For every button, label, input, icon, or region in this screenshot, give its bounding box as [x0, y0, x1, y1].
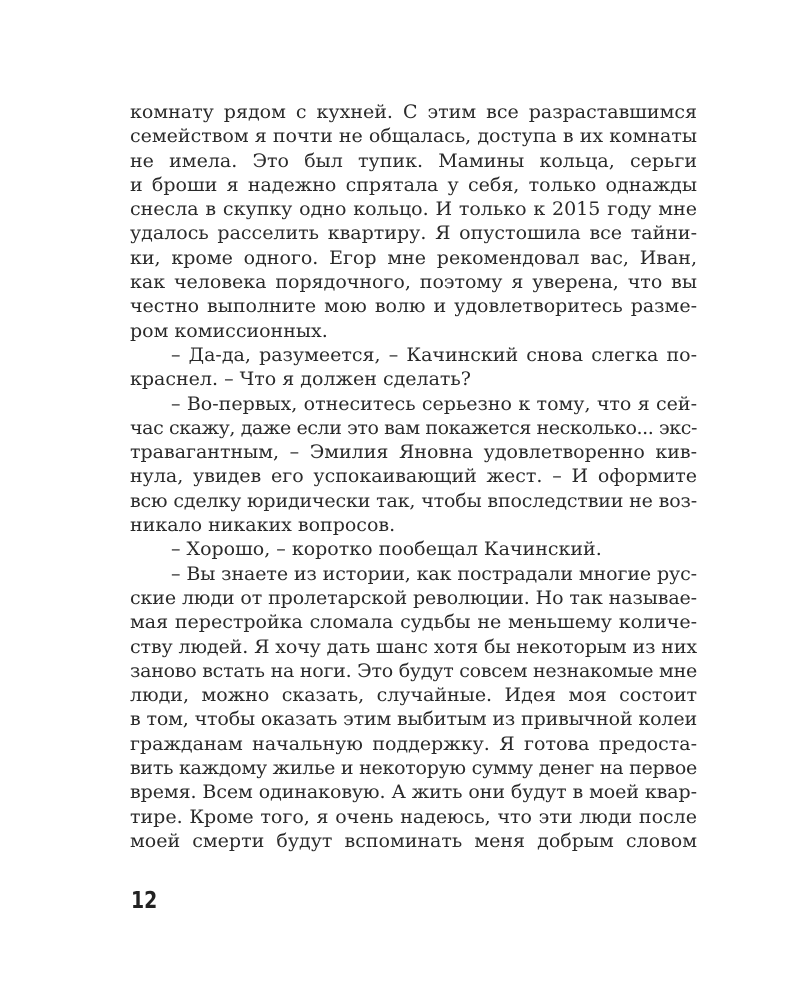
page-number: 12 — [131, 888, 158, 914]
text-line-2: семейством я почти не общалась, доступа в их комнаты — [130, 125, 697, 148]
text-line-24: заново встать на ноги. Это будут совсем незнакомые мне — [130, 659, 697, 682]
text-line-23: ству людей. Я хочу дать шанс хотя бы некоторым из них — [130, 635, 697, 658]
text-line-17: всю сделку юридически так, чтобы впоследствии не воз- — [130, 489, 697, 512]
text-line-12: краснел. – Что я должен сделать? — [130, 368, 471, 391]
text-line-13: – Во-первых, отнеситесь серьезно к тому, что я сей- — [171, 392, 697, 415]
body-text — [130, 100, 697, 853]
text-line-9: честно выполните мою волю и удовлетворитесь разме- — [130, 295, 697, 318]
text-line-4: и броши я надежно спрятала у себя, только однажды — [130, 173, 697, 196]
text-line-25: люди, можно сказать, случайные. Идея моя состоит — [130, 684, 697, 707]
text-line-30: тире. Кроме того, я очень надеюсь, что эти люди после — [130, 805, 697, 828]
text-line-29: время. Всем одинаковую. А жить они будут в моей квар- — [130, 781, 697, 804]
text-line-19: – Хорошо, – коротко пообещал Качинский. — [171, 538, 602, 561]
text-line-22: мая перестройка сломала судьбы не меньшему количе- — [130, 611, 697, 634]
text-line-6: удалось расселить квартиру. Я опустошила все тайни- — [130, 222, 697, 245]
text-line-15: травагантным, – Эмилия Яновна удовлетворенно кив- — [130, 441, 697, 464]
text-line-20: – Вы знаете из истории, как пострадали многие рус- — [171, 562, 697, 585]
text-line-7: ки, кроме одного. Егор мне рекомендовал вас, Иван, — [130, 246, 697, 269]
text-line-16: нула, увидев его успокаивающий жест. – И оформите — [130, 465, 697, 488]
text-line-8: как человека порядочного, поэтому я уверена, что вы — [130, 271, 697, 294]
text-line-5: снесла в скупку одно кольцо. И только к 2015 году мне — [130, 198, 697, 221]
text-line-27: гражданам начальную поддержку. Я готова предоста- — [130, 732, 697, 755]
text-line-26: в том, чтобы оказать этим выбитым из привычной колеи — [130, 708, 698, 731]
text-line-14: час скажу, даже если это вам покажется несколько... экс- — [130, 416, 697, 439]
text-line-10: ром комиссионных. — [130, 319, 328, 342]
text-line-31: моей смерти будут вспоминать меня добрым словом — [130, 829, 697, 852]
text-line-3: не имела. Это был тупик. Мамины кольца, серьги — [130, 149, 697, 172]
text-line-11: – Да-да, разумеется, – Качинский снова слегка по- — [171, 343, 697, 366]
text-line-21: ские люди от пролетарской революции. Но так называе- — [130, 586, 697, 609]
text-line-1: комнату рядом с кухней. С этим все разраставшимся — [130, 101, 697, 123]
text-line-18: никало никаких вопросов. — [130, 514, 396, 537]
text-line-28: вить каждому жилье и некоторую сумму денег на первое — [130, 757, 698, 780]
